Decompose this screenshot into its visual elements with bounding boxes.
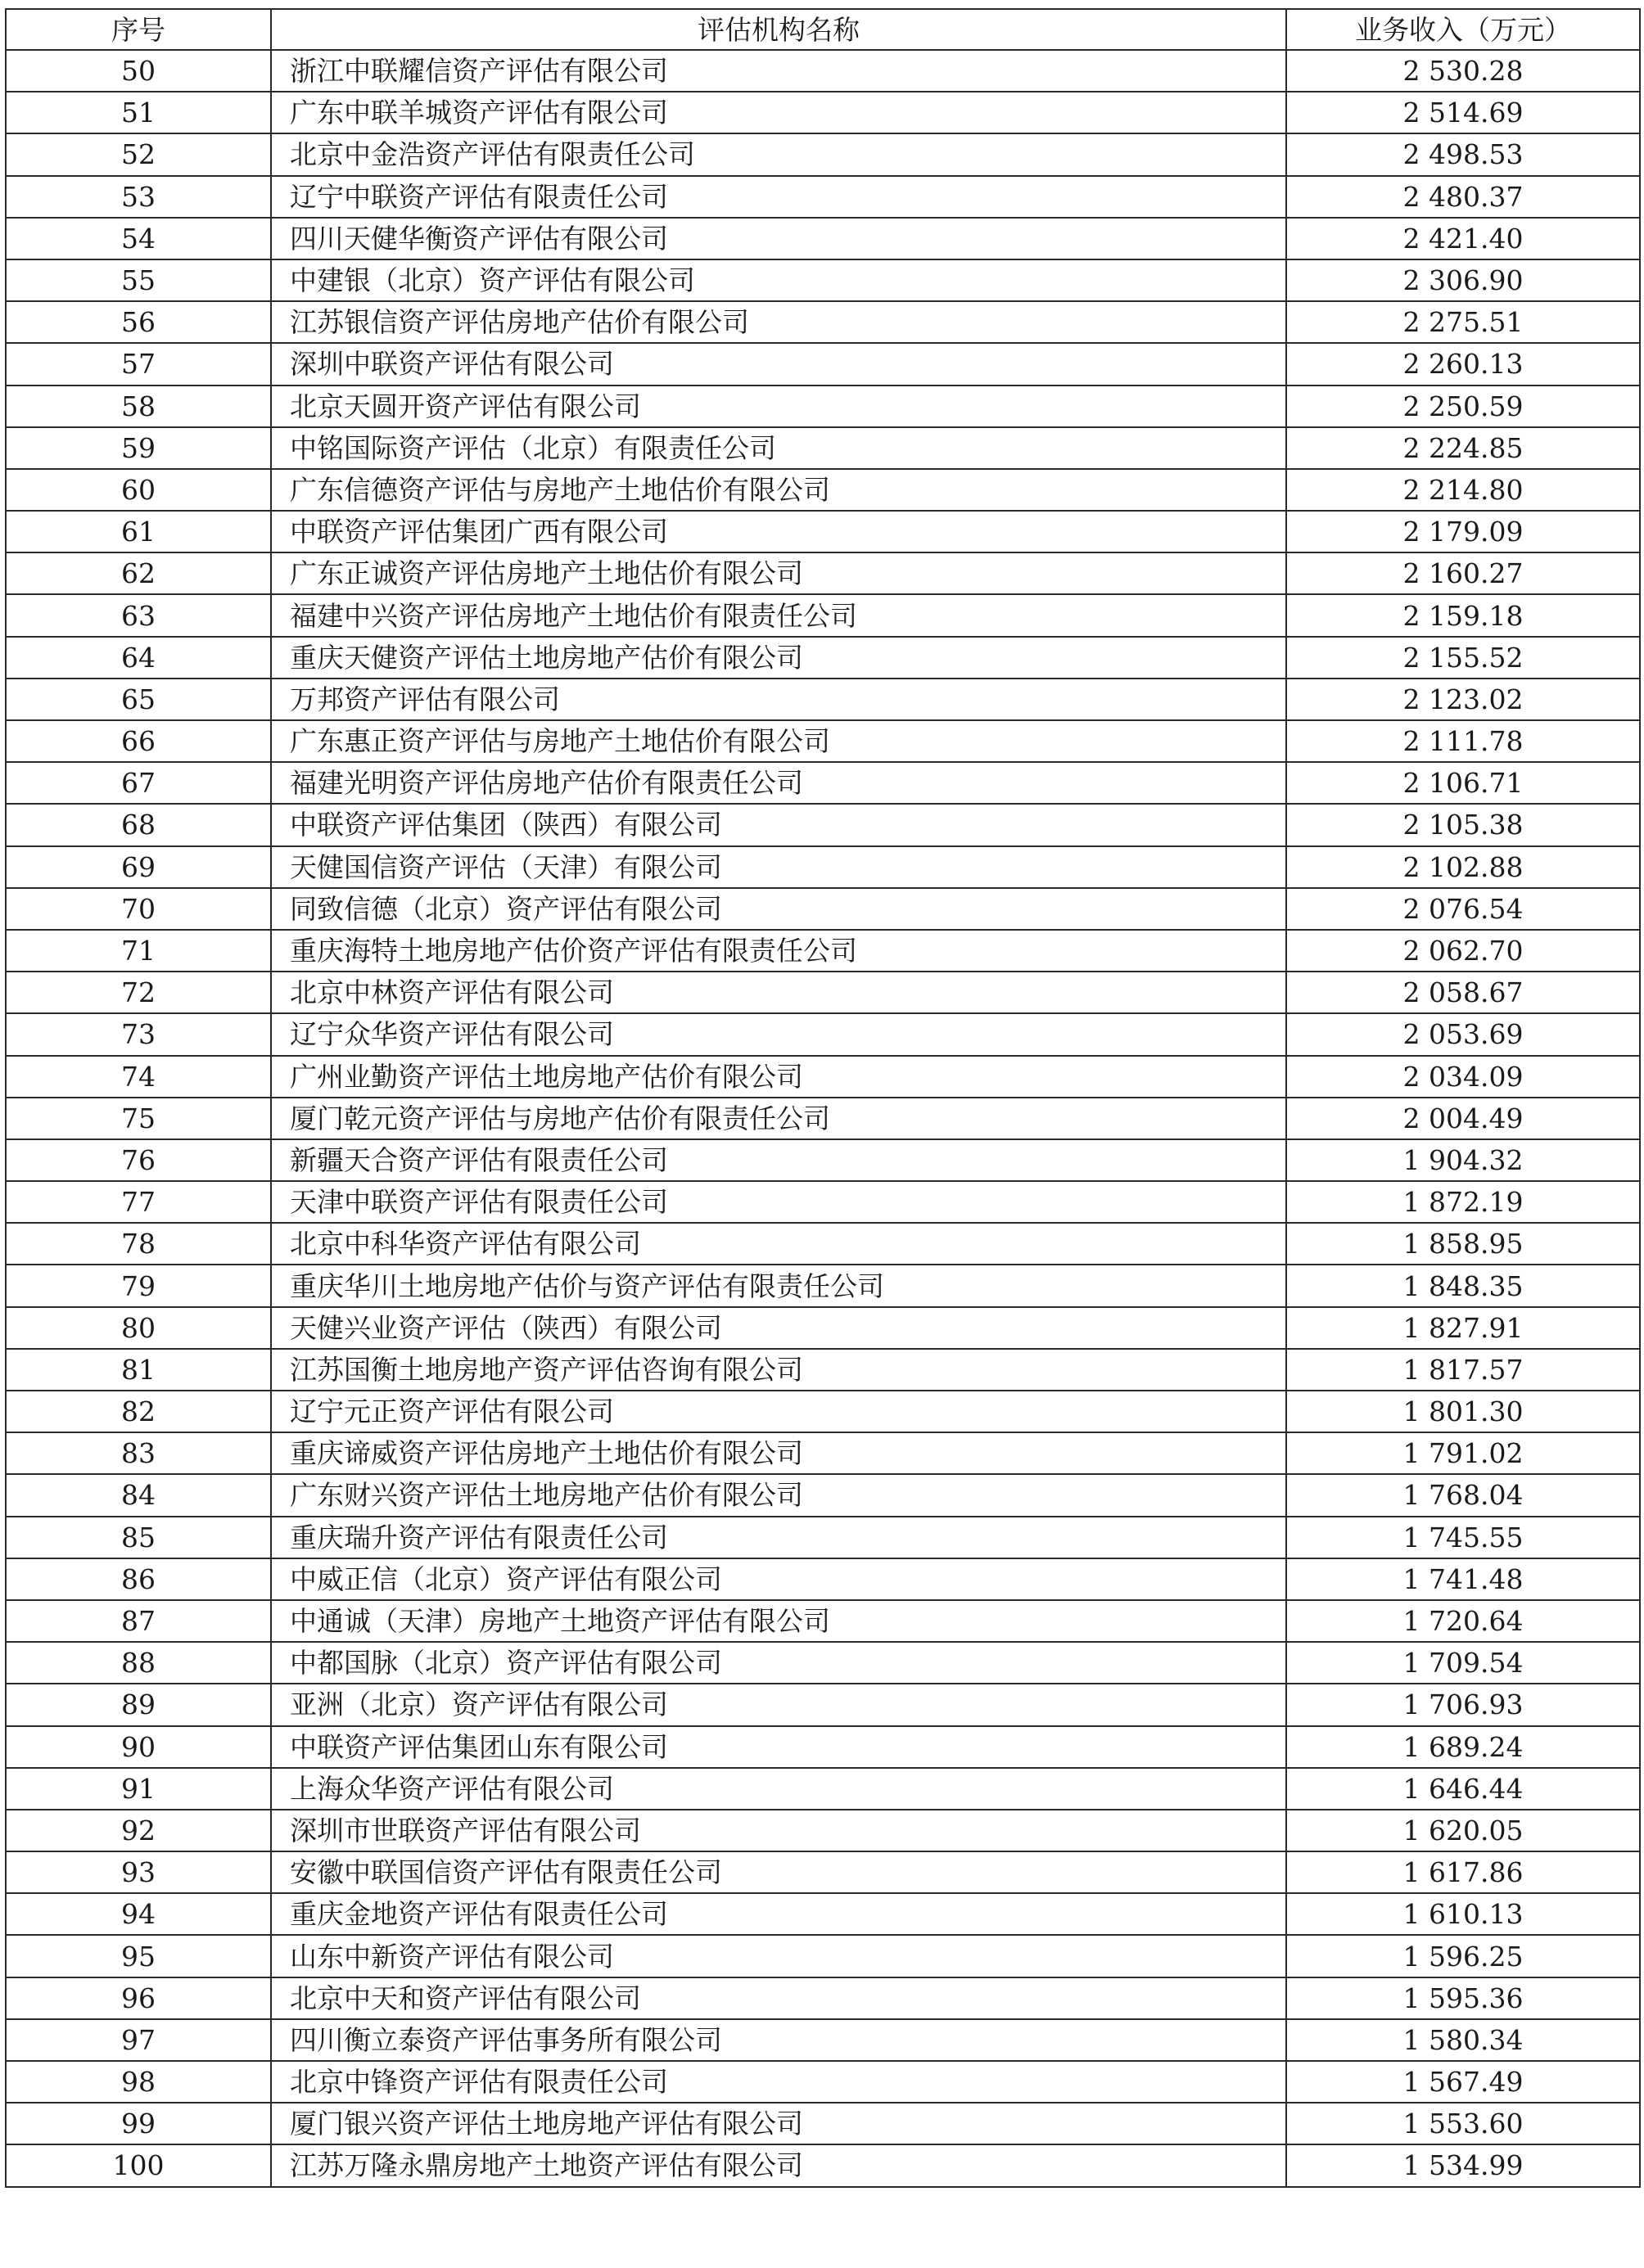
row-agency-name: 福建光明资产评估房地产估价有限责任公司: [271, 762, 1286, 804]
table-row: [6, 1517, 1640, 1558]
row-agency-name: 天健兴业资产评估（陕西）有限公司: [271, 1307, 1286, 1349]
row-revenue: 1 617.86: [1286, 1851, 1640, 1893]
row-index: 94: [6, 1893, 271, 1935]
table-row: [6, 1558, 1640, 1600]
row-revenue: 2 076.54: [1286, 888, 1640, 930]
table-row: [6, 1600, 1640, 1642]
row-agency-name: 中铭国际资产评估（北京）有限责任公司: [271, 427, 1286, 469]
row-revenue: 2 275.51: [1286, 301, 1640, 343]
row-revenue: 1 745.55: [1286, 1517, 1640, 1558]
table-row: [6, 511, 1640, 552]
table-row: [6, 2144, 1640, 2186]
row-revenue: 2 179.09: [1286, 511, 1640, 552]
row-agency-name: 中联资产评估集团（陕西）有限公司: [271, 804, 1286, 845]
row-agency-name: 厦门乾元资产评估与房地产估价有限责任公司: [271, 1098, 1286, 1139]
row-agency-name: 北京中金浩资产评估有限责任公司: [271, 133, 1286, 175]
row-agency-name: 广东正诚资产评估房地产土地估价有限公司: [271, 552, 1286, 594]
table-row: [6, 1432, 1640, 1474]
row-agency-name: 厦门银兴资产评估土地房地产评估有限公司: [271, 2103, 1286, 2144]
header-name: 评估机构名称: [271, 9, 1286, 50]
table-row: [6, 804, 1640, 845]
row-index: 77: [6, 1181, 271, 1223]
table-row: [6, 1851, 1640, 1893]
row-index: 82: [6, 1391, 271, 1432]
row-agency-name: 四川天健华衡资产评估有限公司: [271, 218, 1286, 259]
table-row: [6, 1181, 1640, 1223]
row-revenue: 1 817.57: [1286, 1349, 1640, 1391]
row-index: 90: [6, 1726, 271, 1768]
table-row: [6, 552, 1640, 594]
row-index: 62: [6, 552, 271, 594]
row-revenue: 1 567.49: [1286, 2061, 1640, 2103]
row-revenue: 2 498.53: [1286, 133, 1640, 175]
table-row: [6, 386, 1640, 427]
row-index: 79: [6, 1265, 271, 1306]
row-revenue: 1 596.25: [1286, 1935, 1640, 1977]
row-index: 86: [6, 1558, 271, 1600]
row-agency-name: 山东中新资产评估有限公司: [271, 1935, 1286, 1977]
row-agency-name: 深圳市世联资产评估有限公司: [271, 1810, 1286, 1851]
table-row: [6, 176, 1640, 218]
row-agency-name: 中威正信（北京）资产评估有限公司: [271, 1558, 1286, 1600]
table-row: [6, 2019, 1640, 2061]
row-index: 70: [6, 888, 271, 930]
row-agency-name: 重庆谛威资产评估房地产土地估价有限公司: [271, 1432, 1286, 1474]
row-revenue: 1 904.32: [1286, 1139, 1640, 1181]
row-index: 55: [6, 259, 271, 301]
table-body: [6, 50, 1640, 2187]
row-agency-name: 辽宁中联资产评估有限责任公司: [271, 176, 1286, 218]
row-revenue: 2 105.38: [1286, 804, 1640, 845]
table-row: [6, 1391, 1640, 1432]
table-row: [6, 1098, 1640, 1139]
row-agency-name: 辽宁众华资产评估有限公司: [271, 1013, 1286, 1055]
row-revenue: 2 214.80: [1286, 469, 1640, 511]
row-index: 78: [6, 1223, 271, 1265]
row-agency-name: 北京中科华资产评估有限公司: [271, 1223, 1286, 1265]
row-revenue: 2 250.59: [1286, 386, 1640, 427]
table-row: [6, 1768, 1640, 1810]
row-revenue: 2 260.13: [1286, 343, 1640, 385]
row-agency-name: 中联资产评估集团山东有限公司: [271, 1726, 1286, 1768]
table-header-row: [6, 9, 1640, 50]
table-row: [6, 1977, 1640, 2019]
table-row: [6, 427, 1640, 469]
row-agency-name: 浙江中联耀信资产评估有限公司: [271, 50, 1286, 92]
table-row: [6, 92, 1640, 133]
row-agency-name: 亚洲（北京）资产评估有限公司: [271, 1684, 1286, 1725]
row-index: 68: [6, 804, 271, 845]
table-row: [6, 2103, 1640, 2144]
table-row: [6, 1307, 1640, 1349]
row-index: 99: [6, 2103, 271, 2144]
table-row: [6, 1726, 1640, 1768]
table-row: [6, 679, 1640, 720]
row-index: 98: [6, 2061, 271, 2103]
row-revenue: 2 155.52: [1286, 637, 1640, 679]
row-index: 80: [6, 1307, 271, 1349]
row-agency-name: 辽宁元正资产评估有限公司: [271, 1391, 1286, 1432]
table-row: [6, 469, 1640, 511]
table-row: [6, 1810, 1640, 1851]
row-revenue: 2 058.67: [1286, 972, 1640, 1013]
row-index: 92: [6, 1810, 271, 1851]
row-revenue: 1 872.19: [1286, 1181, 1640, 1223]
row-revenue: 2 004.49: [1286, 1098, 1640, 1139]
row-revenue: 1 768.04: [1286, 1474, 1640, 1516]
row-index: 73: [6, 1013, 271, 1055]
table-row: [6, 1013, 1640, 1055]
table-row: [6, 888, 1640, 930]
row-agency-name: 新疆天合资产评估有限责任公司: [271, 1139, 1286, 1181]
row-index: 60: [6, 469, 271, 511]
row-index: 54: [6, 218, 271, 259]
row-revenue: 1 553.60: [1286, 2103, 1640, 2144]
row-index: 66: [6, 720, 271, 762]
appraisal-revenue-table: [5, 8, 1641, 2188]
table-row: [6, 1139, 1640, 1181]
document-page: [5, 8, 1639, 2188]
row-agency-name: 中联资产评估集团广西有限公司: [271, 511, 1286, 552]
row-revenue: 1 689.24: [1286, 1726, 1640, 1768]
row-revenue: 1 580.34: [1286, 2019, 1640, 2061]
table-row: [6, 1265, 1640, 1306]
row-index: 74: [6, 1056, 271, 1098]
row-index: 84: [6, 1474, 271, 1516]
row-index: 56: [6, 301, 271, 343]
table-row: [6, 343, 1640, 385]
row-index: 100: [6, 2144, 271, 2186]
row-agency-name: 江苏万隆永鼎房地产土地资产评估有限公司: [271, 2144, 1286, 2186]
row-index: 61: [6, 511, 271, 552]
row-agency-name: 重庆金地资产评估有限责任公司: [271, 1893, 1286, 1935]
row-agency-name: 福建中兴资产评估房地产土地估价有限责任公司: [271, 594, 1286, 636]
row-agency-name: 广东中联羊城资产评估有限公司: [271, 92, 1286, 133]
row-revenue: 1 827.91: [1286, 1307, 1640, 1349]
header-index: 序号: [6, 9, 271, 50]
table-row: [6, 594, 1640, 636]
row-index: 65: [6, 679, 271, 720]
table-row: [6, 846, 1640, 888]
row-agency-name: 重庆华川土地房地产估价与资产评估有限责任公司: [271, 1265, 1286, 1306]
row-agency-name: 北京中林资产评估有限公司: [271, 972, 1286, 1013]
row-agency-name: 上海众华资产评估有限公司: [271, 1768, 1286, 1810]
row-revenue: 2 102.88: [1286, 846, 1640, 888]
table-row: [6, 218, 1640, 259]
row-index: 51: [6, 92, 271, 133]
row-index: 88: [6, 1642, 271, 1684]
row-index: 95: [6, 1935, 271, 1977]
row-index: 71: [6, 930, 271, 972]
row-revenue: 2 106.71: [1286, 762, 1640, 804]
row-revenue: 2 062.70: [1286, 930, 1640, 972]
row-revenue: 1 848.35: [1286, 1265, 1640, 1306]
row-revenue: 2 480.37: [1286, 176, 1640, 218]
row-revenue: 2 530.28: [1286, 50, 1640, 92]
row-index: 59: [6, 427, 271, 469]
row-agency-name: 重庆瑞升资产评估有限责任公司: [271, 1517, 1286, 1558]
row-revenue: 1 534.99: [1286, 2144, 1640, 2186]
row-revenue: 1 801.30: [1286, 1391, 1640, 1432]
row-agency-name: 江苏银信资产评估房地产估价有限公司: [271, 301, 1286, 343]
row-agency-name: 天津中联资产评估有限责任公司: [271, 1181, 1286, 1223]
row-agency-name: 广东信德资产评估与房地产土地估价有限公司: [271, 469, 1286, 511]
table-row: [6, 972, 1640, 1013]
row-index: 53: [6, 176, 271, 218]
row-agency-name: 中都国脉（北京）资产评估有限公司: [271, 1642, 1286, 1684]
row-revenue: 1 741.48: [1286, 1558, 1640, 1600]
table-row: [6, 1056, 1640, 1098]
row-revenue: 2 111.78: [1286, 720, 1640, 762]
row-revenue: 2 159.18: [1286, 594, 1640, 636]
row-agency-name: 天健国信资产评估（天津）有限公司: [271, 846, 1286, 888]
row-revenue: 1 646.44: [1286, 1768, 1640, 1810]
row-index: 87: [6, 1600, 271, 1642]
row-agency-name: 广东财兴资产评估土地房地产估价有限公司: [271, 1474, 1286, 1516]
row-agency-name: 万邦资产评估有限公司: [271, 679, 1286, 720]
row-revenue: 1 620.05: [1286, 1810, 1640, 1851]
table-row: [6, 1474, 1640, 1516]
row-agency-name: 北京天圆开资产评估有限公司: [271, 386, 1286, 427]
table-row: [6, 720, 1640, 762]
row-revenue: 2 306.90: [1286, 259, 1640, 301]
row-agency-name: 北京中天和资产评估有限公司: [271, 1977, 1286, 2019]
row-revenue: 1 791.02: [1286, 1432, 1640, 1474]
row-index: 58: [6, 386, 271, 427]
row-revenue: 2 224.85: [1286, 427, 1640, 469]
table-row: [6, 259, 1640, 301]
row-revenue: 1 709.54: [1286, 1642, 1640, 1684]
row-revenue: 2 034.09: [1286, 1056, 1640, 1098]
row-agency-name: 安徽中联国信资产评估有限责任公司: [271, 1851, 1286, 1893]
row-revenue: 1 720.64: [1286, 1600, 1640, 1642]
row-agency-name: 同致信德（北京）资产评估有限公司: [271, 888, 1286, 930]
row-index: 97: [6, 2019, 271, 2061]
table-row: [6, 1642, 1640, 1684]
table-row: [6, 1349, 1640, 1391]
row-revenue: 2 053.69: [1286, 1013, 1640, 1055]
table-row: [6, 1223, 1640, 1265]
row-index: 85: [6, 1517, 271, 1558]
table-row: [6, 50, 1640, 92]
row-agency-name: 中建银（北京）资产评估有限公司: [271, 259, 1286, 301]
row-revenue: 2 160.27: [1286, 552, 1640, 594]
row-agency-name: 江苏国衡土地房地产资产评估咨询有限公司: [271, 1349, 1286, 1391]
row-index: 75: [6, 1098, 271, 1139]
table-row: [6, 1935, 1640, 1977]
table-row: [6, 762, 1640, 804]
row-revenue: 2 123.02: [1286, 679, 1640, 720]
row-revenue: 2 421.40: [1286, 218, 1640, 259]
row-revenue: 2 514.69: [1286, 92, 1640, 133]
row-agency-name: 广东惠正资产评估与房地产土地估价有限公司: [271, 720, 1286, 762]
row-revenue: 1 595.36: [1286, 1977, 1640, 2019]
row-index: 64: [6, 637, 271, 679]
row-index: 76: [6, 1139, 271, 1181]
row-agency-name: 广州业勤资产评估土地房地产估价有限公司: [271, 1056, 1286, 1098]
row-index: 67: [6, 762, 271, 804]
row-index: 96: [6, 1977, 271, 2019]
table-row: [6, 1684, 1640, 1725]
row-agency-name: 四川衡立泰资产评估事务所有限公司: [271, 2019, 1286, 2061]
row-agency-name: 重庆天健资产评估土地房地产估价有限公司: [271, 637, 1286, 679]
row-index: 52: [6, 133, 271, 175]
row-revenue: 1 706.93: [1286, 1684, 1640, 1725]
table-row: [6, 637, 1640, 679]
row-agency-name: 中通诚（天津）房地产土地资产评估有限公司: [271, 1600, 1286, 1642]
row-index: 81: [6, 1349, 271, 1391]
table-row: [6, 930, 1640, 972]
row-revenue: 1 610.13: [1286, 1893, 1640, 1935]
row-index: 91: [6, 1768, 271, 1810]
row-index: 72: [6, 972, 271, 1013]
row-index: 63: [6, 594, 271, 636]
row-agency-name: 北京中锋资产评估有限责任公司: [271, 2061, 1286, 2103]
row-agency-name: 深圳中联资产评估有限公司: [271, 343, 1286, 385]
table-row: [6, 2061, 1640, 2103]
row-index: 83: [6, 1432, 271, 1474]
table-row: [6, 1893, 1640, 1935]
header-revenue: 业务收入（万元）: [1286, 9, 1640, 50]
row-index: 50: [6, 50, 271, 92]
table-row: [6, 301, 1640, 343]
row-index: 57: [6, 343, 271, 385]
row-index: 93: [6, 1851, 271, 1893]
row-revenue: 1 858.95: [1286, 1223, 1640, 1265]
row-agency-name: 重庆海特土地房地产估价资产评估有限责任公司: [271, 930, 1286, 972]
row-index: 89: [6, 1684, 271, 1725]
table-row: [6, 133, 1640, 175]
row-index: 69: [6, 846, 271, 888]
